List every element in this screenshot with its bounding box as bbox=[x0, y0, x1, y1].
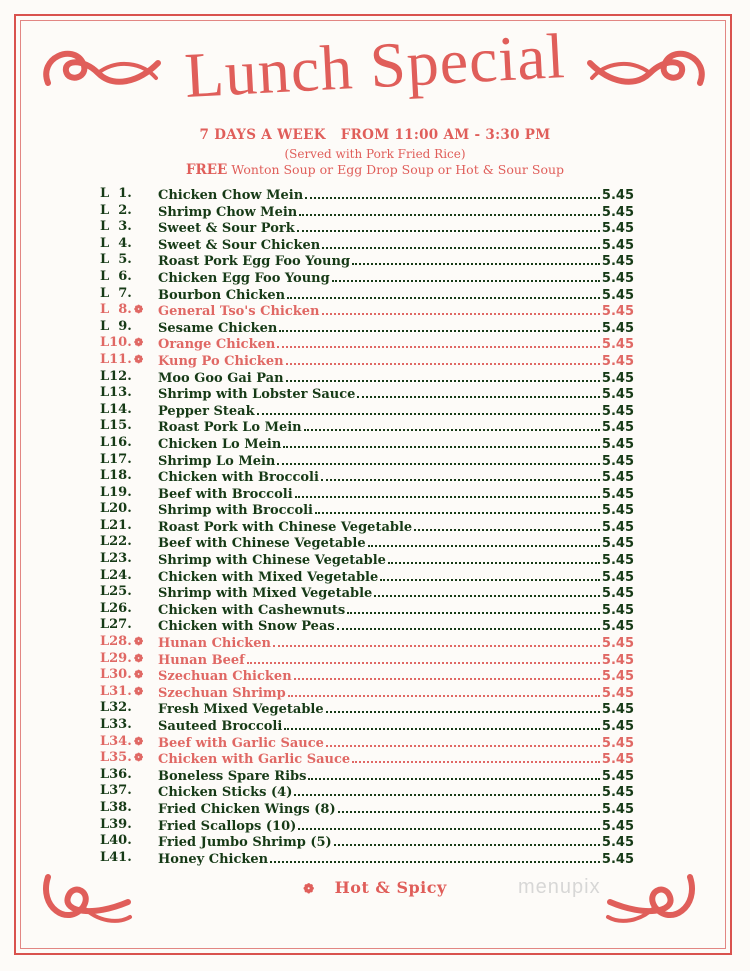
menu-item bbox=[100, 236, 634, 253]
item-code: L41. bbox=[100, 849, 132, 865]
menu-item bbox=[100, 568, 634, 585]
dot-leader bbox=[283, 435, 600, 448]
watermark: menupix bbox=[518, 876, 601, 898]
item-name: Beef with Broccoli bbox=[158, 486, 293, 502]
item-price: 5.45 bbox=[601, 204, 634, 220]
dot-leader bbox=[326, 734, 600, 747]
item-price: 5.45 bbox=[601, 436, 634, 452]
item-price: 5.45 bbox=[601, 453, 634, 469]
scroll-ornament-icon bbox=[600, 862, 700, 932]
item-name: Shrimp with Broccoli bbox=[158, 503, 313, 519]
item-name: Fried Jumbo Shrimp (5) bbox=[158, 835, 332, 851]
item-price: 5.45 bbox=[601, 188, 634, 203]
item-price: 5.45 bbox=[601, 685, 634, 701]
item-name: Chicken with Snow Peas bbox=[158, 619, 335, 635]
item-code: L10. bbox=[100, 335, 132, 351]
item-name: Sweet & Sour Pork bbox=[158, 221, 295, 237]
menu-item bbox=[100, 452, 634, 469]
item-price: 5.45 bbox=[601, 304, 634, 320]
dot-leader bbox=[334, 833, 600, 846]
dot-leader bbox=[294, 783, 600, 796]
menu-item bbox=[100, 767, 634, 784]
item-price: 5.45 bbox=[601, 553, 634, 569]
item-code: L21. bbox=[100, 517, 132, 533]
item-price: 5.45 bbox=[601, 801, 634, 817]
menu-item bbox=[100, 651, 634, 668]
menu-item bbox=[100, 734, 634, 751]
item-code: L22. bbox=[100, 534, 132, 550]
menu-item bbox=[100, 385, 634, 402]
item-code: L27. bbox=[100, 617, 132, 633]
dot-leader bbox=[279, 319, 600, 332]
item-line bbox=[158, 850, 634, 869]
item-code: L36. bbox=[100, 766, 132, 782]
item-price: 5.45 bbox=[601, 652, 634, 668]
item-name: Hunan Beef bbox=[158, 652, 245, 668]
pepper-icon: ❁ bbox=[134, 684, 144, 698]
pepper-icon: ❁ bbox=[134, 336, 144, 350]
pepper-icon: ❁ bbox=[134, 734, 144, 748]
served-with-note: (Served with Pork Fried Rice) bbox=[284, 147, 466, 161]
menu-item bbox=[100, 551, 634, 568]
dot-leader bbox=[295, 485, 600, 498]
dot-leader bbox=[322, 236, 600, 249]
item-price: 5.45 bbox=[601, 519, 634, 535]
item-code: L29. bbox=[100, 650, 132, 666]
menu-item bbox=[100, 634, 634, 651]
item-code: L30. bbox=[100, 667, 132, 683]
item-name: Kung Po Chicken bbox=[158, 353, 284, 369]
pepper-icon: ❁ bbox=[134, 668, 144, 682]
item-price: 5.45 bbox=[601, 818, 634, 834]
item-name: Chicken Chow Mein bbox=[158, 188, 304, 203]
item-code: L39. bbox=[100, 816, 132, 832]
item-name: Bourbon Chicken bbox=[158, 287, 286, 303]
item-name: Szechuan Chicken bbox=[158, 669, 292, 685]
menu-item bbox=[100, 518, 634, 535]
item-price: 5.45 bbox=[601, 237, 634, 253]
item-name: Pepper Steak bbox=[158, 403, 255, 419]
item-price: 5.45 bbox=[601, 320, 634, 336]
item-code: L32. bbox=[100, 700, 132, 716]
item-code: L12. bbox=[100, 368, 132, 384]
item-price: 5.45 bbox=[601, 752, 634, 768]
item-name: Shrimp with Mixed Vegetable bbox=[158, 586, 373, 602]
item-name: Roast Pork with Chinese Vegetable bbox=[158, 519, 413, 535]
menu-item bbox=[100, 269, 634, 286]
pepper-icon: ❁ bbox=[134, 751, 144, 765]
item-price: 5.45 bbox=[601, 586, 634, 602]
dot-leader bbox=[247, 651, 600, 664]
item-price: 5.45 bbox=[601, 370, 634, 386]
item-price: 5.45 bbox=[601, 221, 634, 237]
item-name: Beef with Chinese Vegetable bbox=[158, 536, 366, 552]
free-soup-note bbox=[0, 162, 750, 178]
dot-leader bbox=[380, 568, 600, 581]
item-code: L 1. bbox=[100, 186, 132, 201]
item-price: 5.45 bbox=[601, 387, 634, 403]
dot-leader bbox=[297, 219, 600, 232]
item-price: 5.45 bbox=[601, 536, 634, 552]
legend-label: Hot & Spicy bbox=[334, 878, 447, 897]
page-title: Lunch Special bbox=[182, 20, 568, 111]
menu-item bbox=[100, 203, 634, 220]
dot-leader bbox=[308, 767, 599, 780]
dot-leader bbox=[270, 850, 600, 863]
item-code: L11. bbox=[100, 351, 132, 367]
menu-item bbox=[100, 186, 634, 203]
item-code: L20. bbox=[100, 501, 132, 517]
menu-item bbox=[100, 319, 634, 336]
item-name: Sauteed Broccoli bbox=[158, 719, 283, 734]
menu-item bbox=[100, 485, 634, 502]
item-price: 5.45 bbox=[601, 353, 634, 369]
item-name: Chicken with Cashewnuts bbox=[158, 602, 346, 618]
item-code: L23. bbox=[100, 551, 132, 567]
item-code: L13. bbox=[100, 385, 132, 401]
item-name: Fresh Mixed Vegetable bbox=[158, 702, 324, 718]
item-price: 5.45 bbox=[601, 569, 634, 585]
dot-leader bbox=[414, 518, 600, 531]
item-name: Sweet & Sour Chicken bbox=[158, 237, 321, 253]
pepper-icon: ❁ bbox=[134, 352, 144, 366]
item-code: L40. bbox=[100, 833, 132, 849]
item-name: Beef with Garlic Sauce bbox=[158, 735, 324, 751]
item-name: Shrimp Chow Mein bbox=[158, 204, 298, 220]
menu-item bbox=[100, 833, 634, 850]
pepper-icon: ❁ bbox=[134, 635, 144, 649]
item-name: Fried Chicken Wings (8) bbox=[158, 801, 336, 817]
dot-leader bbox=[299, 203, 600, 216]
item-price: 5.45 bbox=[601, 602, 634, 618]
free-soup-options: Wonton Soup or Egg Drop Soup or Hot & Sour Soup bbox=[231, 162, 565, 177]
item-code: L 4. bbox=[100, 235, 132, 251]
item-name: Szechuan Shrimp bbox=[158, 685, 286, 701]
item-name: General Tso's Chicken bbox=[158, 304, 320, 320]
dot-leader bbox=[284, 717, 600, 730]
item-name: Chicken with Broccoli bbox=[158, 470, 319, 486]
item-price: 5.45 bbox=[601, 420, 634, 436]
item-code: L31. bbox=[100, 683, 132, 699]
item-price: 5.45 bbox=[601, 785, 634, 801]
item-price: 5.45 bbox=[601, 636, 634, 652]
dot-leader bbox=[352, 252, 600, 265]
item-code: L33. bbox=[100, 717, 132, 732]
menu-item bbox=[100, 335, 634, 352]
dot-leader bbox=[337, 617, 600, 630]
item-name: Roast Pork Egg Foo Young bbox=[158, 254, 351, 270]
item-price: 5.45 bbox=[601, 702, 634, 718]
pepper-icon: ❁ bbox=[303, 882, 315, 897]
item-code: L15. bbox=[100, 418, 132, 434]
menu-item bbox=[100, 219, 634, 236]
item-code: L34. bbox=[100, 733, 132, 749]
item-price: 5.45 bbox=[601, 470, 634, 486]
item-code: L17. bbox=[100, 451, 132, 467]
menu-item bbox=[100, 286, 634, 303]
item-price: 5.45 bbox=[601, 254, 634, 270]
menu-item bbox=[100, 418, 634, 435]
menu-item bbox=[100, 252, 634, 269]
item-name: Hunan Chicken bbox=[158, 636, 271, 652]
item-price: 5.45 bbox=[601, 270, 634, 286]
menu-item bbox=[100, 750, 634, 767]
menu-item bbox=[100, 717, 634, 734]
dot-leader bbox=[321, 468, 600, 481]
dot-leader bbox=[388, 551, 600, 564]
menu-item bbox=[100, 435, 634, 452]
item-name: Shrimp with Lobster Sauce bbox=[158, 387, 356, 403]
item-name: Chicken Lo Mein bbox=[158, 436, 282, 452]
dot-leader bbox=[277, 452, 600, 465]
item-code: L28. bbox=[100, 634, 132, 650]
menu-item bbox=[100, 534, 634, 551]
item-price: 5.45 bbox=[601, 735, 634, 751]
menu-item bbox=[100, 468, 634, 485]
dot-leader bbox=[294, 667, 600, 680]
dot-leader bbox=[286, 352, 600, 365]
item-price: 5.45 bbox=[601, 835, 634, 851]
menu-item bbox=[100, 783, 634, 800]
menu-list bbox=[100, 186, 634, 866]
item-name: Chicken with Mixed Vegetable bbox=[158, 569, 379, 585]
dot-leader bbox=[326, 700, 600, 713]
item-price: 5.45 bbox=[601, 669, 634, 685]
item-code: L 9. bbox=[100, 318, 132, 334]
free-label: FREE bbox=[185, 162, 228, 178]
pepper-icon: ❁ bbox=[134, 303, 144, 317]
item-price: 5.45 bbox=[601, 851, 634, 867]
item-name: Shrimp with Chinese Vegetable bbox=[158, 553, 386, 569]
dot-leader bbox=[374, 584, 600, 597]
item-code: L18. bbox=[100, 468, 132, 484]
item-name: Orange Chicken bbox=[158, 337, 276, 353]
item-name: Honey Chicken bbox=[158, 851, 269, 867]
menu-item bbox=[100, 402, 634, 419]
item-code: L38. bbox=[100, 799, 132, 815]
dot-leader bbox=[257, 402, 600, 415]
item-price: 5.45 bbox=[601, 287, 634, 303]
item-code: L 3. bbox=[100, 219, 132, 235]
item-name: Shrimp Lo Mein bbox=[158, 453, 276, 469]
menu-item bbox=[100, 800, 634, 817]
item-name: Roast Pork Lo Mein bbox=[158, 420, 302, 436]
item-name: Fried Scallops (10) bbox=[158, 818, 297, 834]
item-price: 5.45 bbox=[601, 768, 634, 784]
item-name: Chicken with Garlic Sauce bbox=[158, 752, 351, 768]
item-price: 5.45 bbox=[601, 503, 634, 519]
item-code: L 7. bbox=[100, 285, 132, 301]
dot-leader bbox=[315, 501, 600, 514]
dot-leader bbox=[277, 335, 600, 348]
dot-leader bbox=[352, 750, 600, 763]
dot-leader bbox=[298, 817, 600, 830]
item-code: L35. bbox=[100, 750, 132, 766]
menu-item bbox=[100, 667, 634, 684]
item-price: 5.45 bbox=[601, 619, 634, 635]
pepper-icon: ❁ bbox=[134, 651, 144, 665]
item-name: Chicken Sticks (4) bbox=[158, 785, 293, 801]
item-price: 5.45 bbox=[601, 403, 634, 419]
dot-leader bbox=[368, 534, 600, 547]
dot-leader bbox=[332, 269, 600, 282]
item-code: L37. bbox=[100, 783, 132, 799]
item-code: L19. bbox=[100, 484, 132, 500]
menu-item bbox=[100, 302, 634, 319]
item-code: L14. bbox=[100, 401, 132, 417]
menu-item bbox=[100, 850, 634, 867]
dot-leader bbox=[305, 186, 600, 199]
dot-leader bbox=[304, 418, 600, 431]
menu-item bbox=[100, 700, 634, 717]
item-code: L26. bbox=[100, 600, 132, 616]
item-code: L16. bbox=[100, 434, 132, 450]
menu-item bbox=[100, 601, 634, 618]
item-name: Moo Goo Gai Pan bbox=[158, 370, 284, 386]
scroll-ornament-icon bbox=[38, 862, 138, 932]
dot-leader bbox=[347, 601, 600, 614]
dot-leader bbox=[322, 302, 600, 315]
item-price: 5.45 bbox=[601, 337, 634, 353]
hot-spicy-legend bbox=[0, 878, 750, 897]
dot-leader bbox=[273, 634, 600, 647]
item-code: L24. bbox=[100, 567, 132, 583]
menu-item bbox=[100, 352, 634, 369]
item-code: L 6. bbox=[100, 268, 132, 284]
dot-leader bbox=[338, 800, 600, 813]
dot-leader bbox=[286, 369, 600, 382]
menu-item bbox=[100, 501, 634, 518]
item-code: L 8. bbox=[100, 302, 132, 318]
item-price: 5.45 bbox=[601, 486, 634, 502]
menu-item bbox=[100, 817, 634, 834]
dot-leader bbox=[288, 684, 600, 697]
menu-item bbox=[100, 684, 634, 701]
menu-item bbox=[100, 369, 634, 386]
item-price: 5.45 bbox=[601, 719, 634, 734]
item-code: L 5. bbox=[100, 252, 132, 268]
item-code: L 2. bbox=[100, 202, 132, 218]
dot-leader bbox=[357, 385, 599, 398]
menu-item bbox=[100, 584, 634, 601]
item-name: Boneless Spare Ribs bbox=[158, 768, 307, 784]
item-code: L25. bbox=[100, 584, 132, 600]
menu-item bbox=[100, 617, 634, 634]
days-hours: 7 DAYS A WEEK FROM 11:00 AM - 3:30 PM bbox=[199, 127, 551, 143]
item-name: Chicken Egg Foo Young bbox=[158, 270, 330, 286]
dot-leader bbox=[287, 286, 600, 299]
item-name: Sesame Chicken bbox=[158, 320, 278, 336]
